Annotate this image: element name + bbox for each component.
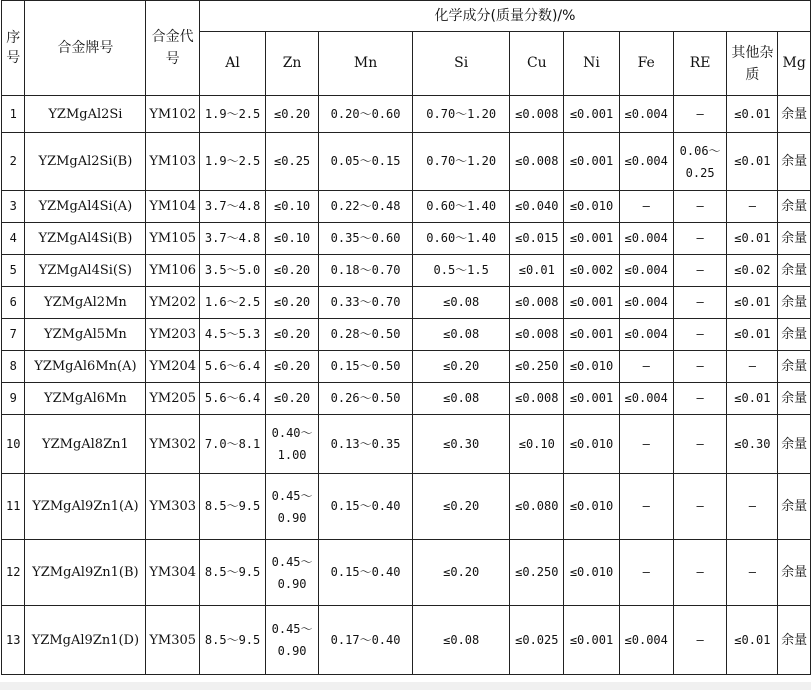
cell-re: 0.06～0.25 — [673, 133, 727, 191]
cell-al: 3.5～5.0 — [199, 255, 265, 287]
cell-other: ≤0.30 — [727, 415, 778, 474]
cell-seq: 5 — [2, 255, 25, 287]
cell-seq: 7 — [2, 319, 25, 351]
cell-mn: 0.28～0.50 — [318, 319, 412, 351]
cell-mn: 0.35～0.60 — [318, 223, 412, 255]
cell-mn: 0.15～0.40 — [318, 474, 412, 540]
header-seq: 序号 — [2, 1, 25, 96]
cell-re: — — [673, 255, 727, 287]
cell-mn: 0.20～0.60 — [318, 96, 412, 133]
cell-zn: 0.45～0.90 — [266, 474, 319, 540]
header-el-other: 其他杂质 — [727, 32, 778, 96]
cell-si: 0.60～1.40 — [413, 223, 510, 255]
cell-cu: ≤0.01 — [510, 255, 564, 287]
cell-re: — — [673, 319, 727, 351]
cell-seq: 10 — [2, 415, 25, 474]
cell-cu: ≤0.250 — [510, 540, 564, 606]
cell-seq: 9 — [2, 383, 25, 415]
cell-grade: YZMgAl9Zn1(D) — [25, 606, 146, 675]
cell-fe: ≤0.004 — [619, 96, 673, 133]
header-code: 合金代号 — [146, 1, 200, 96]
cell-cu: ≤0.015 — [510, 223, 564, 255]
cell-other: ≤0.01 — [727, 223, 778, 255]
cell-re: — — [673, 351, 727, 383]
cell-al: 8.5～9.5 — [199, 606, 265, 675]
cell-mn: 0.05～0.15 — [318, 133, 412, 191]
cell-si: ≤0.08 — [413, 606, 510, 675]
cell-zn: ≤0.20 — [266, 255, 319, 287]
cell-other: — — [727, 191, 778, 223]
cell-al: 5.6～6.4 — [199, 383, 265, 415]
cell-al: 1.6～2.5 — [199, 287, 265, 319]
header-el-al: Al — [199, 32, 265, 96]
cell-re: — — [673, 223, 727, 255]
cell-mg: 余量 — [778, 415, 811, 474]
cell-cu: ≤0.008 — [510, 287, 564, 319]
header-row-1 — [2, 1, 811, 32]
cell-zn: ≤0.25 — [266, 133, 319, 191]
cell-ni: ≤0.001 — [564, 223, 619, 255]
cell-code: YM202 — [146, 287, 200, 319]
cell-grade: YZMgAl2Mn — [25, 287, 146, 319]
cell-al: 8.5～9.5 — [199, 474, 265, 540]
cell-cu: ≤0.008 — [510, 383, 564, 415]
cell-zn: ≤0.20 — [266, 383, 319, 415]
cell-mg: 余量 — [778, 474, 811, 540]
cell-code: YM104 — [146, 191, 200, 223]
cell-fe: — — [619, 351, 673, 383]
header-el-re: RE — [673, 32, 727, 96]
cell-zn: ≤0.10 — [266, 223, 319, 255]
cell-mg: 余量 — [778, 540, 811, 606]
cell-si: ≤0.08 — [413, 287, 510, 319]
cell-ni: ≤0.010 — [564, 474, 619, 540]
cell-si: 0.70～1.20 — [413, 133, 510, 191]
cell-mn: 0.33～0.70 — [318, 287, 412, 319]
cell-mg: 余量 — [778, 223, 811, 255]
cell-seq: 12 — [2, 540, 25, 606]
table-row — [2, 351, 811, 383]
cell-mn: 0.15～0.50 — [318, 351, 412, 383]
cell-ni: ≤0.002 — [564, 255, 619, 287]
cell-fe: ≤0.004 — [619, 319, 673, 351]
cell-si: ≤0.20 — [413, 474, 510, 540]
cell-mn: 0.13～0.35 — [318, 415, 412, 474]
header-el-cu: Cu — [510, 32, 564, 96]
cell-fe: ≤0.004 — [619, 287, 673, 319]
table-row — [2, 96, 811, 133]
table-row — [2, 383, 811, 415]
table-container — [1, 0, 811, 675]
cell-ni: ≤0.010 — [564, 540, 619, 606]
cell-re: — — [673, 606, 727, 675]
cell-mg: 余量 — [778, 191, 811, 223]
cell-grade: YZMgAl4Si(B) — [25, 223, 146, 255]
cell-code: YM303 — [146, 474, 200, 540]
table-row — [2, 133, 811, 191]
header-el-mn: Mn — [318, 32, 412, 96]
cell-other: — — [727, 474, 778, 540]
cell-code: YM204 — [146, 351, 200, 383]
cell-fe: — — [619, 415, 673, 474]
table-row — [2, 191, 811, 223]
cell-fe: — — [619, 191, 673, 223]
cell-fe: — — [619, 540, 673, 606]
cell-re: — — [673, 540, 727, 606]
cell-code: YM205 — [146, 383, 200, 415]
cell-mg: 余量 — [778, 287, 811, 319]
cell-other: ≤0.01 — [727, 606, 778, 675]
cell-grade: YZMgAl4Si(S) — [25, 255, 146, 287]
cell-al: 5.6～6.4 — [199, 351, 265, 383]
cell-code: YM305 — [146, 606, 200, 675]
cell-grade: YZMgAl9Zn1(A) — [25, 474, 146, 540]
cell-other: ≤0.01 — [727, 319, 778, 351]
cell-grade: YZMgAl6Mn(A) — [25, 351, 146, 383]
cell-cu: ≤0.10 — [510, 415, 564, 474]
table-row — [2, 255, 811, 287]
header-grade: 合金牌号 — [25, 1, 146, 96]
cell-mn: 0.15～0.40 — [318, 540, 412, 606]
cell-grade: YZMgAl4Si(A) — [25, 191, 146, 223]
cell-seq: 13 — [2, 606, 25, 675]
cell-ni: ≤0.010 — [564, 351, 619, 383]
table-row — [2, 223, 811, 255]
table-row — [2, 606, 811, 675]
cell-grade: YZMgAl5Mn — [25, 319, 146, 351]
header-el-zn: Zn — [266, 32, 319, 96]
cell-al: 1.9～2.5 — [199, 133, 265, 191]
cell-mg: 余量 — [778, 96, 811, 133]
header-composition: 化学成分(质量分数)/% — [199, 1, 810, 32]
cell-code: YM203 — [146, 319, 200, 351]
cell-ni: ≤0.001 — [564, 383, 619, 415]
cell-fe: ≤0.004 — [619, 606, 673, 675]
cell-mg: 余量 — [778, 351, 811, 383]
cell-cu: ≤0.250 — [510, 351, 564, 383]
cell-code: YM304 — [146, 540, 200, 606]
cell-si: ≤0.20 — [413, 351, 510, 383]
cell-si: 0.60～1.40 — [413, 191, 510, 223]
cell-mn: 0.17～0.40 — [318, 606, 412, 675]
cell-al: 3.7～4.8 — [199, 191, 265, 223]
table-row — [2, 319, 811, 351]
cell-si: ≤0.08 — [413, 319, 510, 351]
cell-seq: 2 — [2, 133, 25, 191]
cell-zn: ≤0.20 — [266, 351, 319, 383]
cell-si: 0.5～1.5 — [413, 255, 510, 287]
cell-zn: 0.45～0.90 — [266, 606, 319, 675]
cell-code: YM302 — [146, 415, 200, 474]
cell-ni: ≤0.001 — [564, 287, 619, 319]
cell-other: ≤0.01 — [727, 133, 778, 191]
cell-grade: YZMgAl2Si(B) — [25, 133, 146, 191]
cell-zn: ≤0.20 — [266, 319, 319, 351]
cell-grade: YZMgAl2Si — [25, 96, 146, 133]
cell-mn: 0.18～0.70 — [318, 255, 412, 287]
cell-al: 7.0～8.1 — [199, 415, 265, 474]
table-row — [2, 287, 811, 319]
cell-seq: 8 — [2, 351, 25, 383]
cell-ni: ≤0.010 — [564, 191, 619, 223]
cell-re: — — [673, 415, 727, 474]
cell-mg: 余量 — [778, 606, 811, 675]
cell-al: 8.5～9.5 — [199, 540, 265, 606]
cell-seq: 3 — [2, 191, 25, 223]
cell-al: 3.7～4.8 — [199, 223, 265, 255]
cell-fe: ≤0.004 — [619, 223, 673, 255]
cell-cu: ≤0.080 — [510, 474, 564, 540]
cell-re: — — [673, 287, 727, 319]
table-row — [2, 415, 811, 474]
cell-seq: 1 — [2, 96, 25, 133]
cell-grade: YZMgAl9Zn1(B) — [25, 540, 146, 606]
cell-fe: ≤0.004 — [619, 255, 673, 287]
cell-re: — — [673, 474, 727, 540]
cell-al: 4.5～5.3 — [199, 319, 265, 351]
cell-fe: ≤0.004 — [619, 383, 673, 415]
bottom-scroll-strip — [0, 682, 811, 690]
cell-code: YM105 — [146, 223, 200, 255]
cell-mg: 余量 — [778, 133, 811, 191]
cell-zn: ≤0.20 — [266, 287, 319, 319]
alloy-composition-table — [1, 0, 811, 675]
cell-cu: ≤0.008 — [510, 133, 564, 191]
cell-ni: ≤0.001 — [564, 96, 619, 133]
cell-re: — — [673, 96, 727, 133]
cell-re: — — [673, 383, 727, 415]
cell-grade: YZMgAl8Zn1 — [25, 415, 146, 474]
cell-zn: 0.45～0.90 — [266, 540, 319, 606]
table-row — [2, 474, 811, 540]
cell-mg: 余量 — [778, 383, 811, 415]
cell-other: ≤0.01 — [727, 96, 778, 133]
cell-mg: 余量 — [778, 255, 811, 287]
cell-fe: — — [619, 474, 673, 540]
header-el-si: Si — [413, 32, 510, 96]
cell-al: 1.9～2.5 — [199, 96, 265, 133]
cell-code: YM106 — [146, 255, 200, 287]
cell-cu: ≤0.008 — [510, 96, 564, 133]
cell-code: YM103 — [146, 133, 200, 191]
cell-si: ≤0.30 — [413, 415, 510, 474]
cell-seq: 6 — [2, 287, 25, 319]
cell-ni: ≤0.010 — [564, 415, 619, 474]
header-el-fe: Fe — [619, 32, 673, 96]
cell-ni: ≤0.001 — [564, 133, 619, 191]
cell-other: — — [727, 540, 778, 606]
cell-ni: ≤0.001 — [564, 319, 619, 351]
cell-cu: ≤0.008 — [510, 319, 564, 351]
header-el-ni: Ni — [564, 32, 619, 96]
cell-si: ≤0.20 — [413, 540, 510, 606]
cell-other: ≤0.01 — [727, 287, 778, 319]
cell-code: YM102 — [146, 96, 200, 133]
cell-si: ≤0.08 — [413, 383, 510, 415]
cell-ni: ≤0.001 — [564, 606, 619, 675]
cell-other: ≤0.01 — [727, 383, 778, 415]
cell-zn: ≤0.20 — [266, 96, 319, 133]
cell-mn: 0.26～0.50 — [318, 383, 412, 415]
cell-si: 0.70～1.20 — [413, 96, 510, 133]
cell-grade: YZMgAl6Mn — [25, 383, 146, 415]
cell-seq: 4 — [2, 223, 25, 255]
cell-mn: 0.22～0.48 — [318, 191, 412, 223]
cell-other: — — [727, 351, 778, 383]
cell-zn: 0.40～1.00 — [266, 415, 319, 474]
table-row — [2, 540, 811, 606]
cell-cu: ≤0.025 — [510, 606, 564, 675]
cell-zn: ≤0.10 — [266, 191, 319, 223]
cell-cu: ≤0.040 — [510, 191, 564, 223]
cell-mg: 余量 — [778, 319, 811, 351]
cell-re: — — [673, 191, 727, 223]
cell-seq: 11 — [2, 474, 25, 540]
cell-fe: ≤0.004 — [619, 133, 673, 191]
header-el-mg: Mg — [778, 32, 811, 96]
cell-other: ≤0.02 — [727, 255, 778, 287]
